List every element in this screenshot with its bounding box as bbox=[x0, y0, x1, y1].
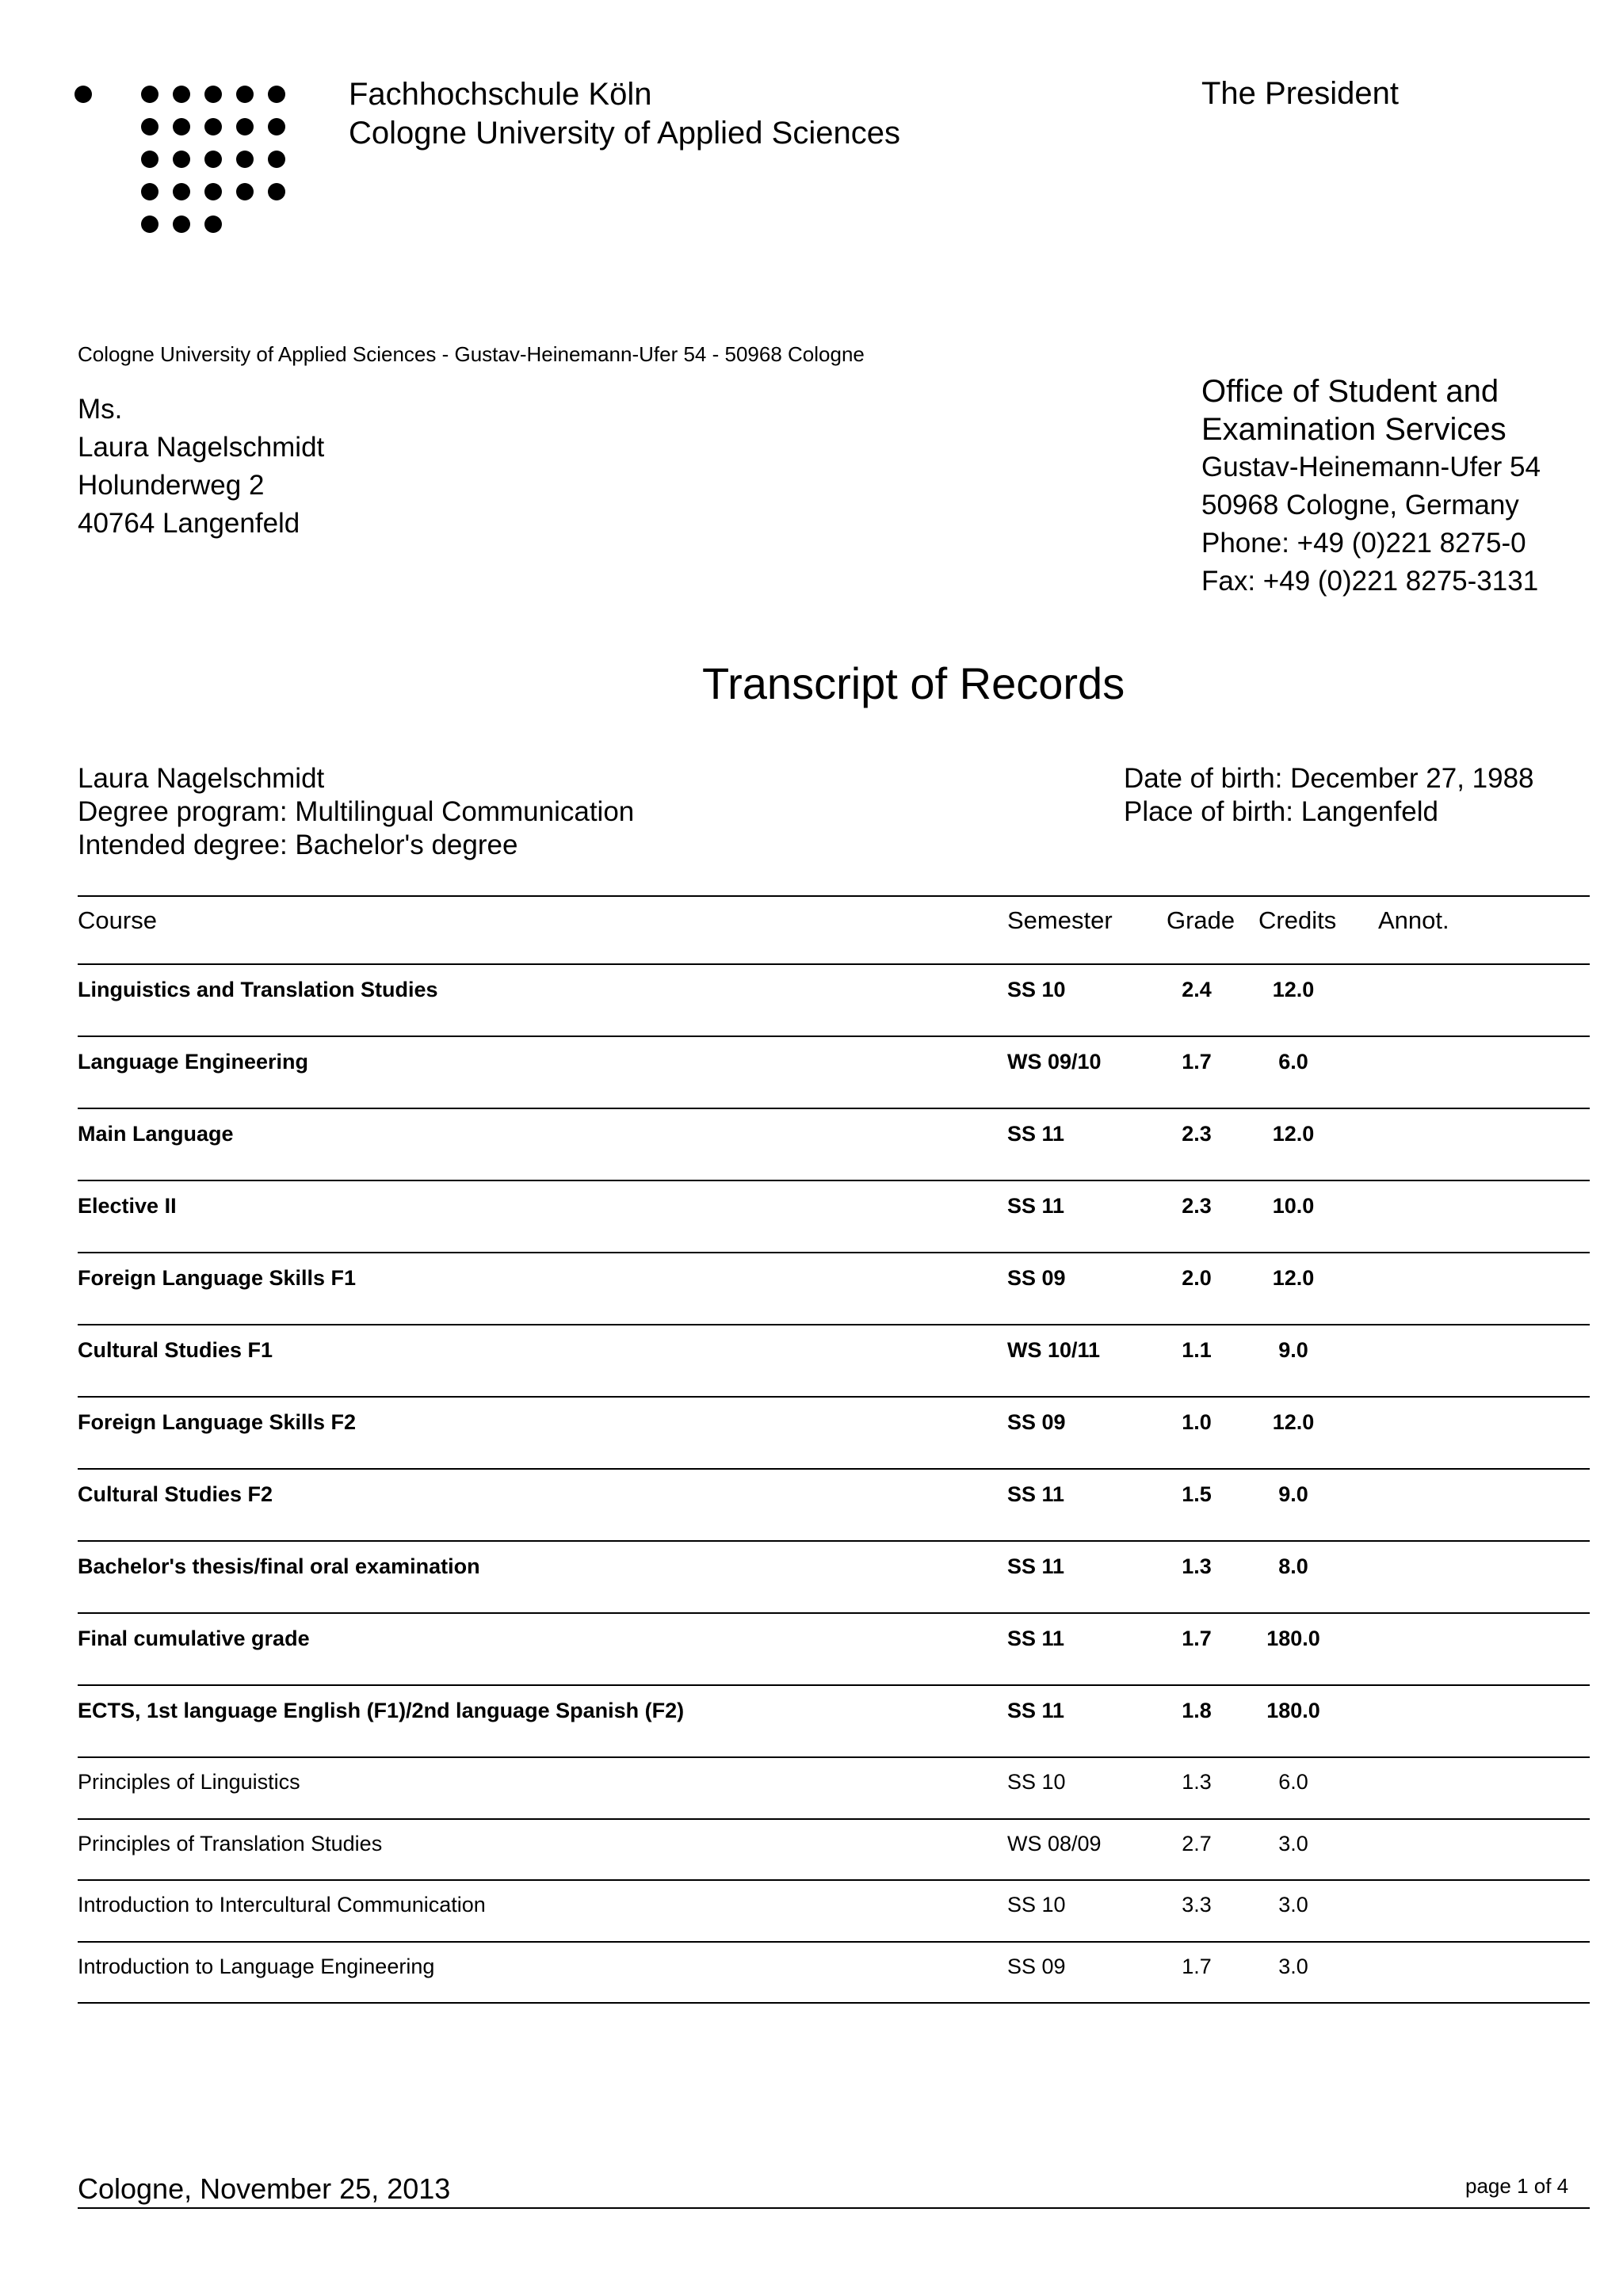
course-cell: Cultural Studies F2 bbox=[78, 1482, 273, 1506]
row-divider bbox=[78, 1035, 1590, 1037]
recipient-street: Holunderweg 2 bbox=[78, 470, 265, 501]
row-divider bbox=[78, 1818, 1590, 1820]
credits-cell: 180.0 bbox=[1266, 1699, 1320, 1722]
row-divider bbox=[78, 1684, 1590, 1686]
row-divider bbox=[78, 1879, 1590, 1881]
semester-cell: WS 09/10 bbox=[1007, 1050, 1102, 1074]
president-title: The President bbox=[1201, 76, 1400, 111]
semester-cell: SS 11 bbox=[1007, 1627, 1065, 1650]
credits-cell: 6.0 bbox=[1278, 1770, 1308, 1794]
credits-cell: 6.0 bbox=[1278, 1050, 1308, 1074]
office-fax: Fax: +49 (0)221 8275-3131 bbox=[1201, 566, 1539, 597]
header-semester: Semester bbox=[1007, 906, 1113, 934]
degree-program: Degree program: Multilingual Communication bbox=[78, 796, 635, 827]
recipient-address bbox=[78, 391, 324, 543]
table-top-rule bbox=[78, 895, 1590, 897]
semester-cell: SS 11 bbox=[1007, 1699, 1065, 1722]
semester-cell: SS 09 bbox=[1007, 1954, 1066, 1978]
semester-cell: SS 10 bbox=[1007, 978, 1066, 1001]
recipient-name: Laura Nagelschmidt bbox=[78, 432, 325, 463]
office-city: 50968 Cologne, Germany bbox=[1201, 490, 1519, 521]
credits-cell: 3.0 bbox=[1278, 1893, 1308, 1917]
semester-cell: WS 08/09 bbox=[1007, 1831, 1102, 1855]
student-info-left bbox=[78, 762, 634, 862]
grade-cell: 2.7 bbox=[1182, 1831, 1212, 1855]
grade-cell: 1.7 bbox=[1182, 1050, 1212, 1074]
credits-cell: 8.0 bbox=[1278, 1554, 1308, 1578]
semester-cell: SS 10 bbox=[1007, 1770, 1066, 1794]
credits-cell: 12.0 bbox=[1272, 1410, 1315, 1434]
grade-cell: 2.3 bbox=[1182, 1122, 1212, 1146]
credits-cell: 3.0 bbox=[1278, 1954, 1308, 1978]
header-course: Course bbox=[78, 906, 157, 934]
row-divider bbox=[78, 1941, 1590, 1943]
recipient-salutation: Ms. bbox=[78, 394, 123, 425]
date-of-birth: Date of birth: December 27, 1988 bbox=[1124, 763, 1534, 794]
credits-cell: 12.0 bbox=[1272, 1266, 1315, 1290]
row-divider bbox=[78, 1252, 1590, 1253]
table-header-rule bbox=[78, 963, 1590, 965]
credits-cell: 12.0 bbox=[1272, 978, 1315, 1001]
office-title-line1: Office of Student and bbox=[1201, 374, 1499, 409]
row-divider bbox=[78, 1180, 1590, 1181]
credits-cell: 12.0 bbox=[1272, 1122, 1315, 1146]
credits-cell: 3.0 bbox=[1278, 1831, 1308, 1855]
course-cell: Introduction to Intercultural Communication bbox=[78, 1893, 486, 1917]
semester-cell: WS 10/11 bbox=[1007, 1338, 1101, 1362]
university-name-en: Cologne University of Applied Sciences bbox=[349, 116, 900, 151]
grade-cell: 1.7 bbox=[1182, 1954, 1212, 1978]
semester-cell: SS 10 bbox=[1007, 1893, 1066, 1917]
header-annot: Annot. bbox=[1378, 906, 1449, 934]
credits-cell: 9.0 bbox=[1278, 1338, 1308, 1362]
row-divider bbox=[78, 2002, 1590, 2004]
grade-cell: 1.3 bbox=[1182, 1770, 1212, 1794]
row-divider bbox=[78, 1396, 1590, 1398]
course-cell: Language Engineering bbox=[78, 1050, 309, 1074]
semester-cell: SS 11 bbox=[1007, 1122, 1065, 1146]
credits-cell: 10.0 bbox=[1272, 1194, 1315, 1218]
office-block bbox=[1201, 372, 1541, 601]
grade-cell: 1.0 bbox=[1182, 1410, 1212, 1434]
course-cell: Elective II bbox=[78, 1194, 177, 1218]
course-cell: Introduction to Language Engineering bbox=[78, 1954, 435, 1978]
row-divider bbox=[78, 1540, 1590, 1542]
intended-degree: Intended degree: Bachelor's degree bbox=[78, 830, 518, 860]
dot-grid-logo-icon bbox=[76, 86, 290, 244]
grade-cell: 2.3 bbox=[1182, 1194, 1212, 1218]
course-cell: Linguistics and Translation Studies bbox=[78, 978, 438, 1001]
semester-cell: SS 11 bbox=[1007, 1482, 1065, 1506]
document-title: Transcript of Records bbox=[702, 658, 1125, 708]
course-cell: ECTS, 1st language English (F1)/2nd language Spanish (F2) bbox=[78, 1699, 685, 1722]
office-title-line2: Examination Services bbox=[1201, 412, 1507, 447]
row-divider bbox=[78, 1468, 1590, 1470]
semester-cell: SS 09 bbox=[1007, 1410, 1066, 1434]
grade-cell: 1.1 bbox=[1182, 1338, 1212, 1362]
sender-line: Cologne University of Applied Sciences - Gustav-Heinemann-Ufer 54 - 50968 Cologne bbox=[78, 342, 865, 366]
grade-cell: 1.8 bbox=[1182, 1699, 1212, 1722]
credits-cell: 9.0 bbox=[1278, 1482, 1308, 1506]
row-divider bbox=[78, 1612, 1590, 1614]
course-cell: Cultural Studies F1 bbox=[78, 1338, 273, 1362]
recipient-city: 40764 Langenfeld bbox=[78, 508, 300, 539]
student-name: Laura Nagelschmidt bbox=[78, 763, 325, 794]
header-grade: Grade bbox=[1167, 906, 1235, 934]
office-street: Gustav-Heinemann-Ufer 54 bbox=[1201, 452, 1541, 482]
student-info-right bbox=[1124, 762, 1534, 829]
credits-cell: 180.0 bbox=[1266, 1627, 1320, 1650]
course-cell: Principles of Translation Studies bbox=[78, 1831, 383, 1855]
course-cell: Bachelor's thesis/final oral examination bbox=[78, 1554, 480, 1578]
grade-cell: 3.3 bbox=[1182, 1893, 1212, 1917]
course-cell: Foreign Language Skills F2 bbox=[78, 1410, 357, 1434]
semester-cell: SS 11 bbox=[1007, 1194, 1065, 1218]
course-cell: Main Language bbox=[78, 1122, 234, 1146]
footer-rule bbox=[78, 2207, 1590, 2209]
course-cell: Foreign Language Skills F1 bbox=[78, 1266, 357, 1290]
grade-cell: 2.0 bbox=[1182, 1266, 1212, 1290]
row-divider bbox=[78, 1756, 1590, 1758]
grade-cell: 1.5 bbox=[1182, 1482, 1212, 1506]
place-of-birth: Place of birth: Langenfeld bbox=[1124, 796, 1438, 827]
university-name-de: Fachhochschule Köln bbox=[349, 77, 652, 112]
page-number: page 1 of 4 bbox=[1465, 2174, 1569, 2198]
course-cell: Final cumulative grade bbox=[78, 1627, 310, 1650]
grade-cell: 2.4 bbox=[1182, 978, 1212, 1001]
semester-cell: SS 11 bbox=[1007, 1554, 1065, 1578]
course-cell: Principles of Linguistics bbox=[78, 1770, 300, 1794]
semester-cell: SS 09 bbox=[1007, 1266, 1066, 1290]
grade-cell: 1.3 bbox=[1182, 1554, 1212, 1578]
row-divider bbox=[78, 1108, 1590, 1109]
grade-cell: 1.7 bbox=[1182, 1627, 1212, 1650]
row-divider bbox=[78, 1324, 1590, 1325]
office-phone: Phone: +49 (0)221 8275-0 bbox=[1201, 528, 1526, 559]
footer-place-date: Cologne, November 25, 2013 bbox=[78, 2172, 451, 2205]
header-credits: Credits bbox=[1258, 906, 1337, 934]
